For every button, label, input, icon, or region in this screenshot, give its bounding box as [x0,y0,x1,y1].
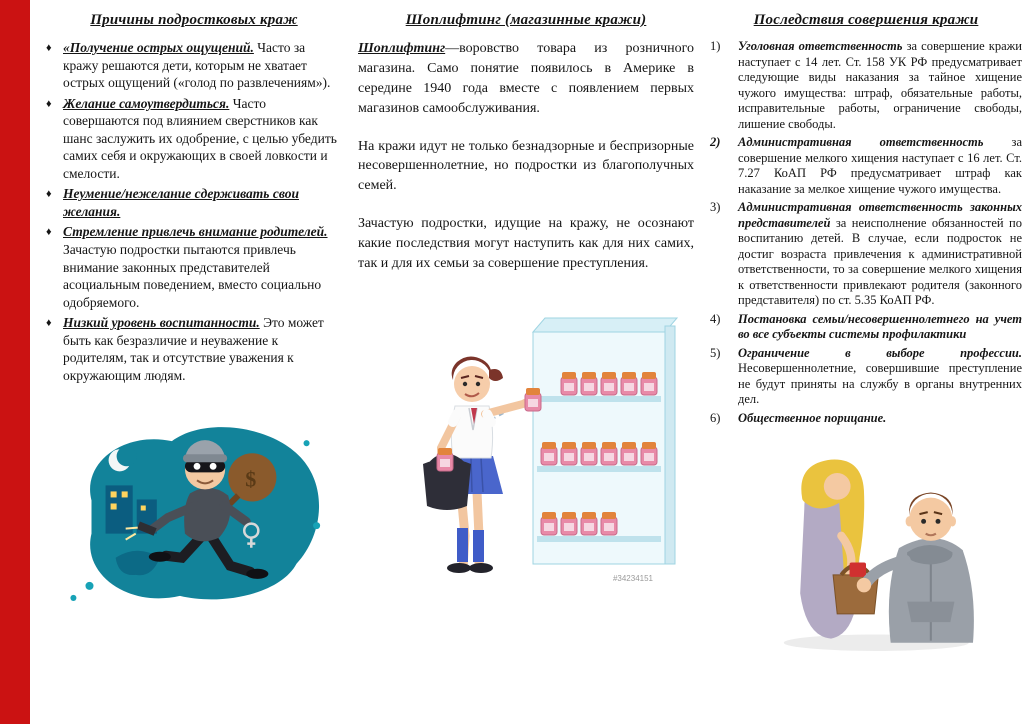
shoplifting-definition-text: —воровство товара из розничного магазина. Само понятие появилось в Америке в середине 1940 года вместе с появлением первых магазинов самообслуживания. [358,41,694,116]
consequence-item [710,346,1022,408]
cause-item [46,314,342,384]
causes-list [46,39,342,387]
cause-text-block [63,314,342,384]
consequence-lead: Административная ответственность законных представителей [738,200,1022,230]
diamond-bullet-icon: ♦ [46,97,52,110]
left-red-bar [0,0,30,724]
cause-text-block [63,185,342,220]
diamond-bullet-icon: ♦ [46,42,52,54]
consequence-text: за совершение мелкого хищения наступает с 16 лет. Ст. 7.27 КоАП РФ предусматривает штраф как наказание за мелкое хищение чужого имущества. [738,135,1022,196]
reaching-hand [857,578,871,592]
cause-text: Зачастую подростки пытаются привлечь внимание законных представителей асоциальным поведением, вместо социально одобряемого. [63,242,322,310]
red-purse [850,562,866,576]
diamond-bullet-icon: ♦ [46,226,52,239]
consequence-number: 5) [710,345,721,360]
pickpocket-figure [857,493,974,643]
diamond-bullet-icon: ♦ [46,317,52,330]
consequences-list [710,39,1022,429]
consequence-text: за совершение кражи наступает с 14 лет. Ст. 158 УК РФ предусматривает следующие виды наказания за тайное хищение чужого имущества: штраф, обязательные работы, исправительные работы, ограничение свободы, лишение свободы. [738,39,1022,131]
consequence-lead: Общественное порицание. [738,410,887,425]
consequence-text-block [738,312,1022,343]
girl-shoplifting-scene [365,296,687,596]
consequences-panel [710,12,1022,724]
pickpocket-illustration [742,437,990,658]
cause-lead: Желание самоутвердиться. [63,95,230,111]
shoplifting-panel [358,12,694,724]
consequence-item [710,39,1022,132]
cause-item [46,185,342,220]
cause-text-block [63,39,342,92]
cause-lead: «Получение острых ощущений. [63,40,254,55]
stolen-jar [525,388,541,411]
consequence-text-block [738,411,886,427]
causes-title: Причины подростковых краж [90,12,298,28]
night-thief-scene [53,405,335,611]
consequence-number: 3) [710,200,721,214]
cause-item [46,39,342,92]
cause-lead: Стремление привлечь внимание родителей. [63,224,328,240]
cause-text-block [63,95,342,183]
consequence-text-block [738,200,1022,309]
stock-watermark: #34234151 [612,573,653,583]
store-shelf [533,318,677,564]
consequence-item [710,312,1022,343]
shoplifting-paragraph-3: Зачастую подростки, идущие на кражу, не осознают какие последствия могут наступить как для них самих, так и для их семьи за совершение преступления. [358,216,694,271]
content-area [30,0,1024,724]
cause-item [46,223,342,311]
consequence-number: 4) [710,311,721,326]
cause-lead: Низкий уровень воспитанности. [63,315,260,331]
cause-text-block [63,223,342,311]
consequence-text-block [738,39,1022,132]
cause-text: Это может быть как безразличие и неуважение к родителям, так и отсутствие уважения к окружающим людям. [63,315,324,383]
thief-illustration [53,405,335,616]
consequence-text: за неисполнение обязанностей по воспитанию детей. В случае, если подросток не достиг возраста привлечения к административной ответственности, то за совершение мелкого хищения к ответственности привлекают родителя (законного представителя) по ст. 5.35 КоАП РФ. [738,215,1022,307]
consequence-item [710,200,1022,309]
shoplifting-term: Шоплифтинг [358,41,446,56]
consequence-text-block [738,346,1022,408]
consequences-title: Последствия совершения кражи [753,12,979,28]
cause-text: Часто совершаются под влиянием сверстников как шанс заслужить их одобрение, с целью убедить самих себя и окружающих в своей ловкости и смелости. [63,95,337,181]
cause-lead: Неумение/нежелание сдерживать свои желания. [63,186,299,219]
cause-text: Часто за кражу решаются дети, которым не хватает острых ощущений («голод по развлечениям»). [63,40,331,91]
cause-item [46,95,342,183]
consequence-text-block [738,135,1022,197]
girl-figure [423,356,541,573]
consequence-lead: Ограничение в выборе профессии. [738,345,1022,360]
consequence-number: 6) [710,410,721,425]
consequence-lead: Постановка семьи/несовершеннолетнего на учет во все субъекты системы профилактики [738,311,1022,341]
shoplifting-definition [358,39,694,119]
consequence-item [710,411,1022,427]
diamond-bullet-icon: ♦ [46,188,52,201]
svg-text:$: $ [245,466,257,492]
consequence-text: Несовершеннолетние, совершившие преступление не будут приняты на службу в органы внутренних дел. [738,361,1022,406]
shoplifting-paragraph-2: На кражи идут не только безнадзорные и беспризорные несовершеннолетние, но подростки из благополучных семей. [358,138,694,194]
causes-panel [46,12,342,724]
consequence-lead: Уголовная ответственность [738,39,903,53]
consequence-number: 1) [710,39,721,53]
consequence-item [710,135,1022,197]
pickpocket-scene [742,437,990,653]
shoplifter-illustration [365,296,687,601]
consequence-lead: Административная ответственность [738,135,984,149]
woman-figure [800,460,878,639]
consequence-number: 2) [710,135,721,149]
shoplifting-title: Шоплифтинг (магазинные кражи) [405,12,647,28]
